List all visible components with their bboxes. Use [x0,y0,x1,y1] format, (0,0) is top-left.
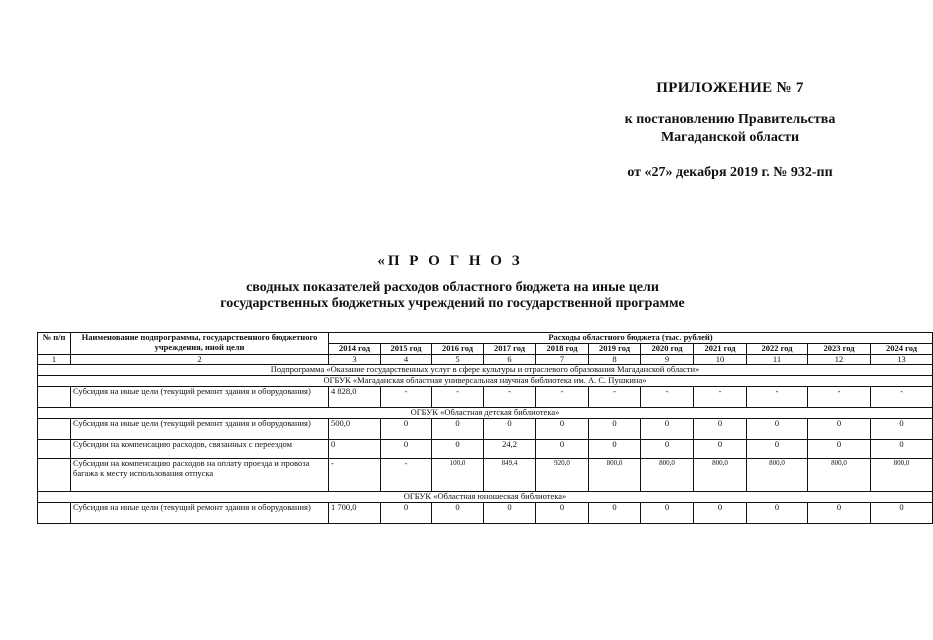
value-cell: 920,0 [536,459,589,492]
row-number-cell [38,440,71,459]
value-cell: 0 [694,440,747,459]
year-header: 2019 год [589,343,641,354]
value-cell: 800,0 [641,459,694,492]
value-cell: 0 [536,503,589,524]
value-cell: 800,0 [871,459,933,492]
forecast-heading: «П Р О Г Н О З [377,253,523,269]
expense-name: Субсидия на иные цели (текущий ремонт здания и оборудования) [71,419,329,440]
value-cell: 0 [589,503,641,524]
value-cell: 0 [747,440,808,459]
resolution-region: Магаданской области [660,130,800,145]
value-cell: 849,4 [484,459,536,492]
column-number: 8 [589,354,641,365]
column-numbers-row [38,354,933,365]
col-name-header: Наименование подпрограммы, государственного бюджетного учреждения, иной цели [71,333,329,355]
appendix-title: ПРИЛОЖЕНИЕ № 7 [656,80,804,96]
year-header: 2023 год [808,343,871,354]
value-cell: - [329,459,381,492]
value-cell: - [808,387,871,408]
budget-table [37,332,933,524]
value-cell: - [747,387,808,408]
value-cell: 100,0 [432,459,484,492]
value-cell: 24,2 [484,440,536,459]
value-cell: 0 [589,419,641,440]
column-number: 2 [71,354,329,365]
value-cell: - [536,387,589,408]
year-header: 2017 год [484,343,536,354]
column-number: 11 [747,354,808,365]
year-header: 2015 год [381,343,432,354]
value-cell: 0 [432,503,484,524]
year-header: 2021 год [694,343,747,354]
year-header: 2016 год [432,343,484,354]
expense-name: Субсидии на компенсацию расходов на оплату проезда и провоза багажа к месту использования отпуска [71,459,329,492]
year-header: 2014 год [329,343,381,354]
value-cell: 800,0 [589,459,641,492]
institution-row [38,408,933,419]
expense-name: Субсидии на компенсацию расходов, связанных с переездом [71,440,329,459]
subprogram-row-label: Подпрограмма «Оказание государственных услуг в сфере культуры и отраслевого образования Магаданской области» [38,365,933,376]
appendix-block [600,80,860,181]
value-cell: 0 [484,503,536,524]
document-title [0,253,905,312]
table-row [38,503,933,524]
value-cell: 0 [484,419,536,440]
expense-name: Субсидия на иные цели (текущий ремонт здания и оборудования) [71,387,329,408]
column-number: 5 [432,354,484,365]
value-cell: 0 [432,440,484,459]
value-cell: - [381,387,432,408]
value-cell: 0 [641,503,694,524]
value-cell: 0 [747,503,808,524]
institution-row-label: ОГБУК «Магаданская областная универсальная научная библиотека им. А. С. Пушкина» [38,376,933,387]
value-cell: 0 [381,440,432,459]
table-body [38,365,933,524]
column-number: 9 [641,354,694,365]
forecast-subtitle-line2: государственных бюджетных учреждений по государственной программе [220,296,685,311]
value-cell: 1 700,0 [329,503,381,524]
table-row [38,419,933,440]
table-row [38,459,933,492]
column-number: 13 [871,354,933,365]
forecast-subtitle [0,280,905,312]
year-header: 2024 год [871,343,933,354]
subprogram-row [38,365,933,376]
value-cell: 0 [432,419,484,440]
value-cell: 0 [536,440,589,459]
year-header: 2018 год [536,343,589,354]
year-header: 2020 год [641,343,694,354]
header-row [38,333,933,344]
column-number: 7 [536,354,589,365]
institution-row [38,492,933,503]
value-cell: 4 828,0 [329,387,381,408]
value-cell: 0 [808,503,871,524]
column-number: 1 [38,354,71,365]
table-row [38,387,933,408]
expense-name: Субсидия на иные цели (текущий ремонт здания и оборудования) [71,503,329,524]
value-cell: 0 [747,419,808,440]
value-cell: 0 [329,440,381,459]
value-cell: 0 [871,419,933,440]
value-cell: - [381,459,432,492]
value-cell: 0 [808,419,871,440]
row-number-cell [38,419,71,440]
value-cell: 0 [808,440,871,459]
value-cell: 800,0 [808,459,871,492]
resolution-date: от «27» декабря 2019 г. № 932-пп [627,165,833,180]
resolution-line [600,111,860,147]
column-number: 3 [329,354,381,365]
column-number: 10 [694,354,747,365]
value-cell: 0 [871,440,933,459]
value-cell: 0 [589,440,641,459]
value-cell: - [871,387,933,408]
row-number-cell [38,387,71,408]
year-header: 2022 год [747,343,808,354]
institution-row-label: ОГБУК «Областная юношеская библиотека» [38,492,933,503]
row-number-cell [38,503,71,524]
value-cell: - [641,387,694,408]
resolution-to: к постановлению Правительства [624,112,836,127]
table-row [38,440,933,459]
institution-row [38,376,933,387]
value-cell: 800,0 [694,459,747,492]
forecast-subtitle-line1: сводных показателей расходов областного бюджета на иные цели [246,280,659,295]
value-cell: 0 [694,503,747,524]
value-cell: 0 [381,503,432,524]
value-cell: - [694,387,747,408]
institution-row-label: ОГБУК «Областная детская библиотека» [38,408,933,419]
value-cell: 0 [381,419,432,440]
row-number-cell [38,459,71,492]
value-cell: 500,0 [329,419,381,440]
value-cell: - [589,387,641,408]
column-number: 12 [808,354,871,365]
value-cell: - [484,387,536,408]
value-cell: 0 [641,440,694,459]
value-cell: - [432,387,484,408]
value-cell: 0 [641,419,694,440]
value-cell: 0 [536,419,589,440]
value-cell: 0 [694,419,747,440]
column-number: 4 [381,354,432,365]
value-cell: 0 [871,503,933,524]
expenses-header: Расходы областного бюджета (тыс. рублей) [329,333,933,344]
value-cell: 800,0 [747,459,808,492]
col-num-header: № п/п [38,333,71,355]
column-number: 6 [484,354,536,365]
